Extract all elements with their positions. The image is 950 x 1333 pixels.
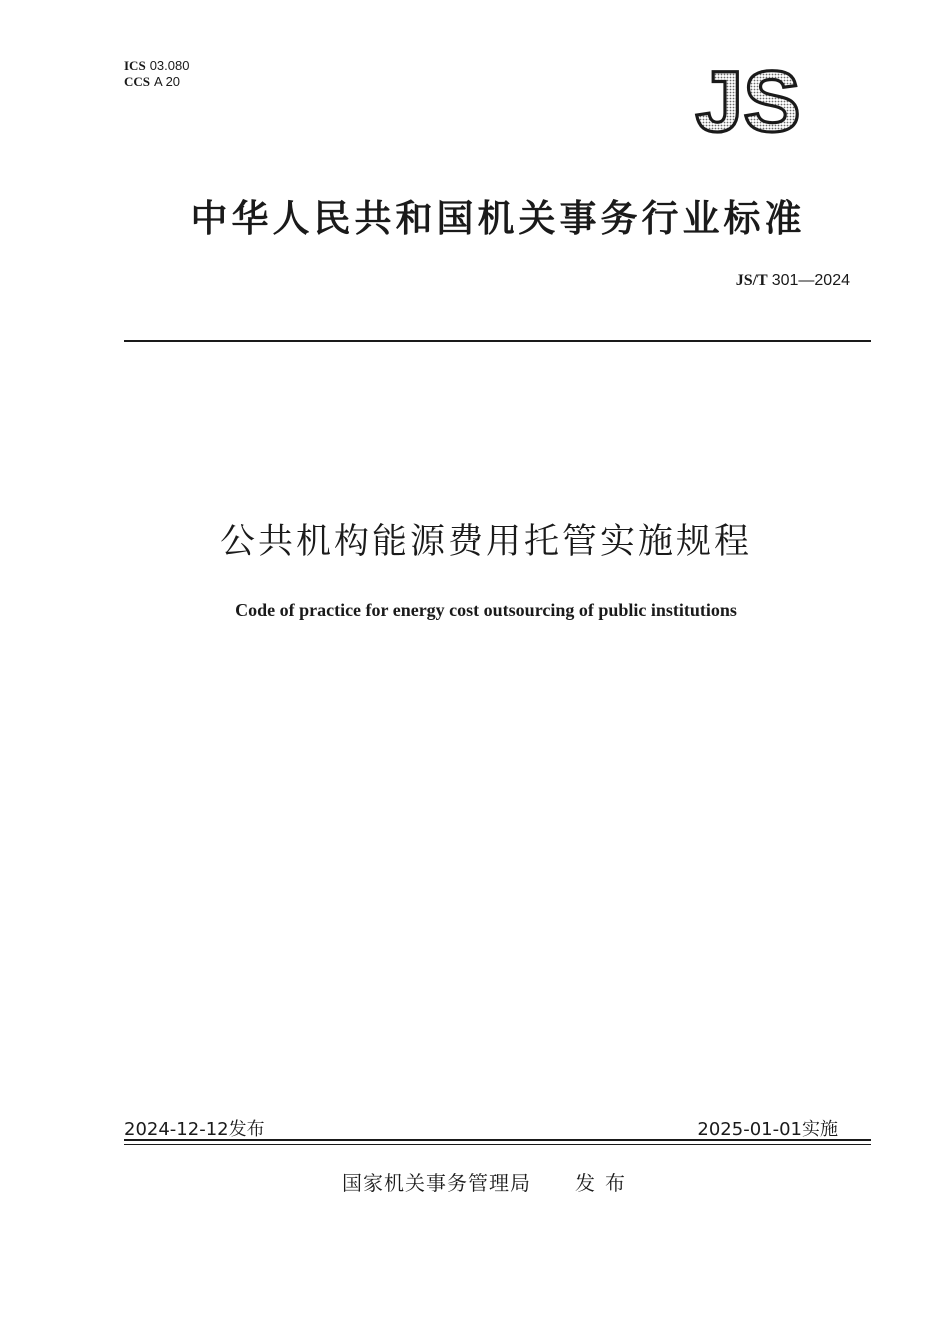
document-title-en: Code of practice for energy cost outsourcing of public institutions [235, 600, 737, 620]
ccs-code [124, 74, 189, 90]
ccs-label: CCS [124, 74, 151, 89]
logo-text: JS [695, 58, 801, 138]
standard-category-title: 中华人民共和国机关事务行业标准 [190, 197, 806, 240]
js-logo-mark [693, 58, 803, 138]
footer-divider [124, 1139, 871, 1145]
standard-number [736, 270, 850, 290]
document-title-cn: 公共机构能源费用托管实施规程 [219, 522, 752, 562]
js-logo [693, 58, 803, 138]
publisher-action: 发布 [575, 1171, 635, 1195]
issue-date: 2024-12-12发布 [124, 1119, 265, 1140]
ccs-value: A 20 [154, 74, 181, 89]
ics-code [124, 58, 189, 74]
header-divider [124, 340, 871, 342]
effective-date: 2025-01-01实施 [697, 1119, 838, 1140]
standard-number-prefix: JS/T [735, 272, 768, 289]
publisher-name: 国家机关事务管理局 [342, 1171, 531, 1195]
classification-codes [124, 58, 189, 90]
ics-value: 03.080 [149, 58, 190, 73]
ics-label: ICS [124, 58, 146, 73]
standard-number-value: 301—2024 [771, 272, 850, 289]
publisher-line [342, 1167, 635, 1196]
